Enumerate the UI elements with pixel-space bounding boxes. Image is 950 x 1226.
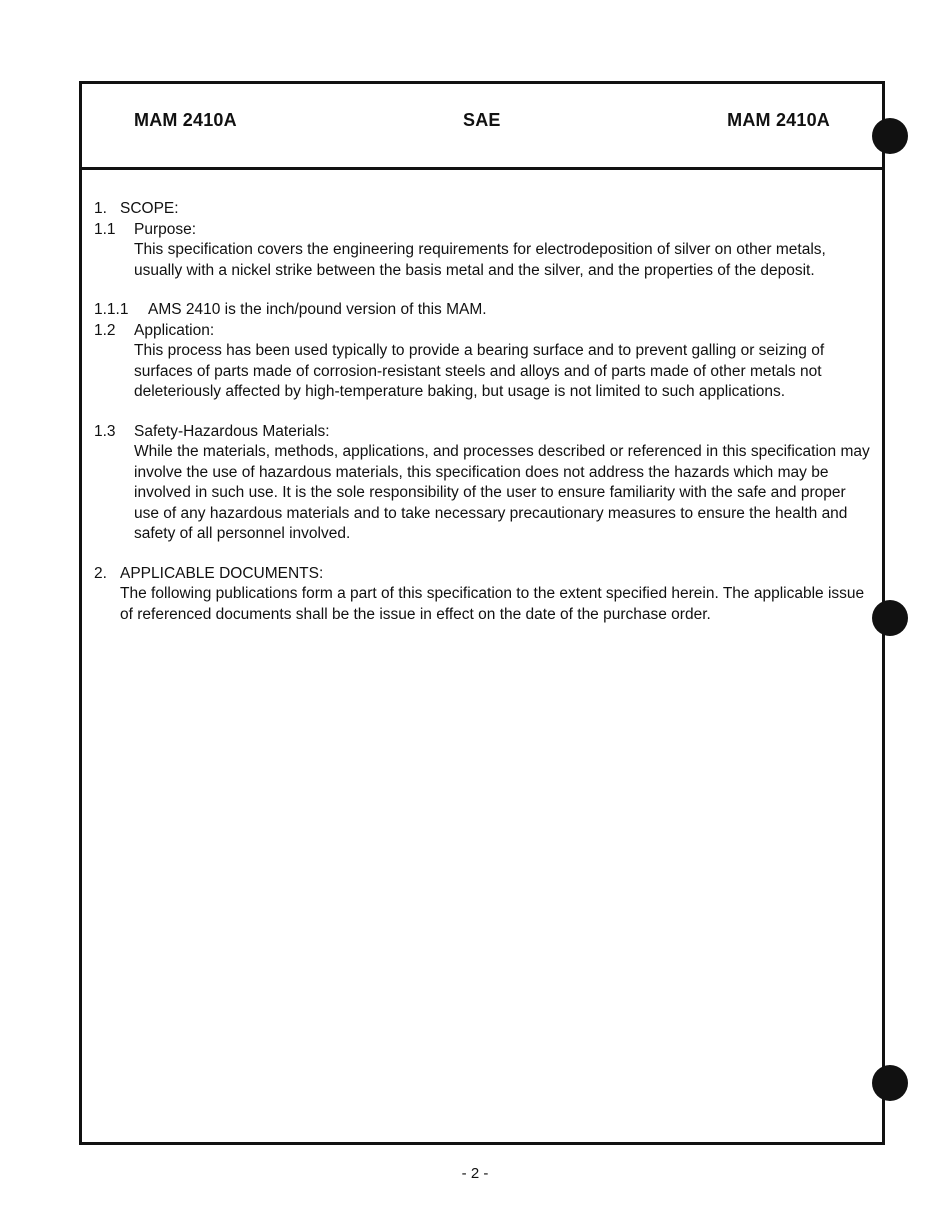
section-number: 1.1 (94, 220, 116, 238)
section-1-1-heading (94, 220, 874, 241)
section-number: 1.2 (94, 321, 116, 339)
punch-hole-top (872, 118, 908, 154)
page-number: - 2 - (461, 1165, 489, 1182)
section-number: 2. (94, 564, 107, 582)
header-doc-id-right: MAM 2410A (727, 110, 830, 130)
section-1-3-heading (94, 422, 874, 443)
punch-hole-middle (872, 600, 908, 636)
section-title: Application: (134, 321, 215, 339)
section-2-body: The following publications form a part of this specification to the extent specified herein. The applicable issue of referenced documents shall be the issue in effect on the date of the purchase order. (120, 585, 865, 623)
section-2-heading (94, 564, 874, 585)
section-1-3-body: While the materials, methods, applications, and processes described or referenced in this specification may involve the use of hazardous materials, this specification does not address the hazards which may be involved in such use. It is the sole responsibility of the user to ensure familiarity with the safe and proper use of any hazardous materials and to take necessary precautionary measures to ensure the health and safety of all personnel involved. (134, 443, 870, 542)
punch-hole-bottom (872, 1065, 908, 1101)
document-body (94, 199, 874, 644)
section-1-2-heading (94, 321, 874, 342)
section-title: SCOPE: (120, 200, 179, 217)
section-number: 1.3 (94, 422, 116, 440)
header-org: SAE (463, 110, 501, 130)
section-1-heading (94, 199, 874, 220)
section-title: APPLICABLE DOCUMENTS: (120, 564, 324, 582)
section-title: Safety-Hazardous Materials: (134, 422, 330, 440)
header-divider (82, 167, 882, 170)
header-doc-id-left: MAM 2410A (134, 110, 237, 130)
section-text: AMS 2410 is the inch/pound version of this MAM. (148, 301, 487, 318)
section-1-1-1-heading (94, 300, 874, 321)
section-number: 1. (94, 200, 107, 217)
section-1-2-body: This process has been used typically to provide a bearing surface and to prevent galling or seizing of surfaces of parts made of corrosion-resistant steels and alloys and of parts made of other metals not deleteriously affected by high-temperature baking, but usage is not limited to such applications. (134, 342, 825, 400)
section-1-1-body: This specification covers the engineering requirements for electrodeposition of silver on other metals, usually with a nickel strike between the basis metal and the silver, and the properties of the deposit. (134, 241, 826, 279)
section-number: 1.1.1 (94, 301, 129, 318)
section-title: Purpose: (134, 220, 197, 238)
